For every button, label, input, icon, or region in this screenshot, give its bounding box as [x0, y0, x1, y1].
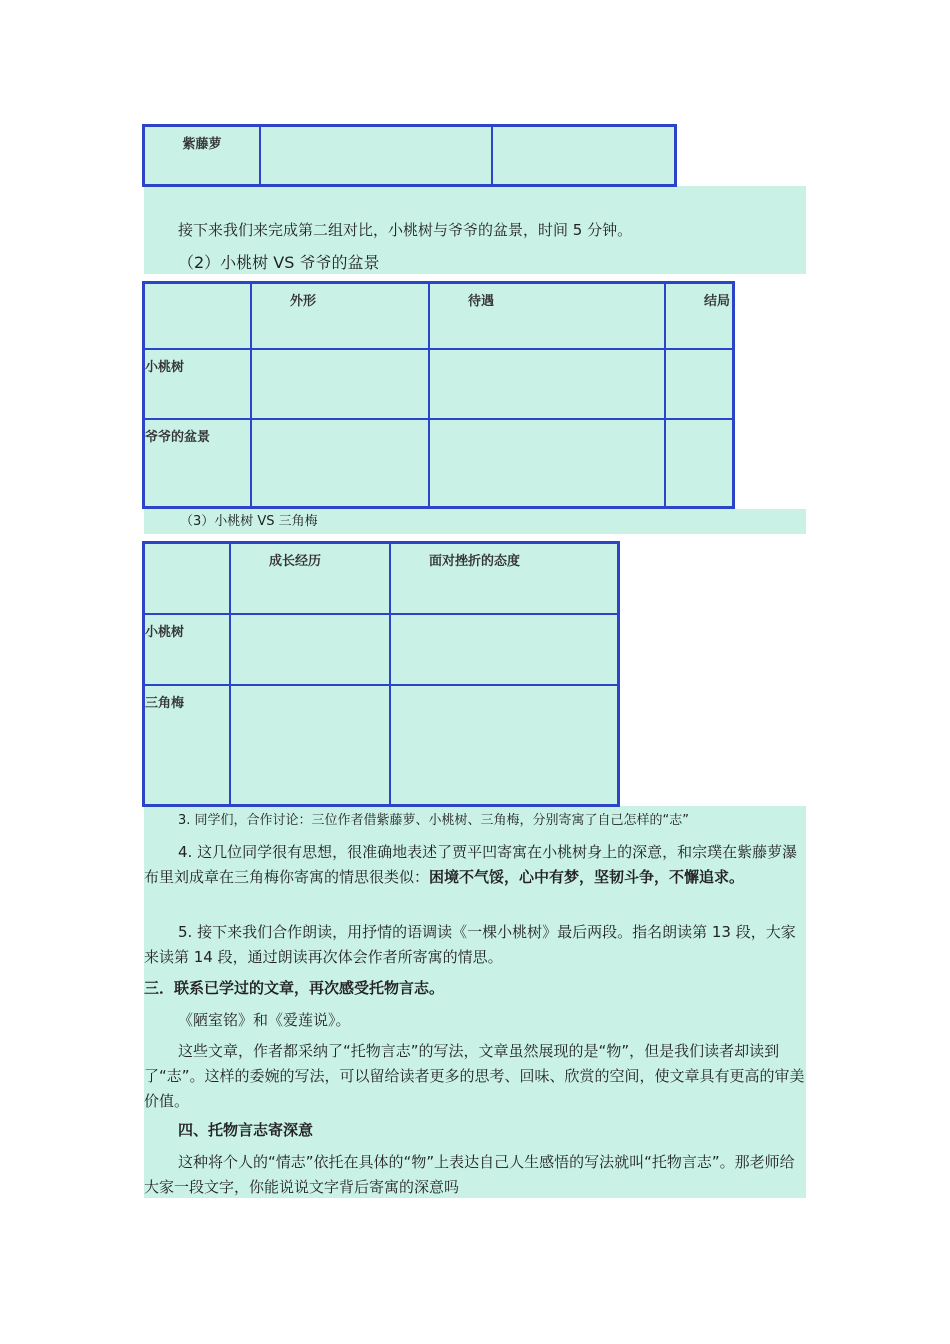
comparison-table-1	[142, 124, 677, 187]
table-cell	[429, 349, 665, 419]
comparison-table-2	[142, 281, 735, 509]
table-cell	[665, 349, 734, 419]
table-cell	[251, 349, 429, 419]
table-cell	[251, 419, 429, 508]
table-cell	[492, 126, 676, 186]
table-cell	[429, 419, 665, 508]
item-4-emphasis: 困境不气馁，心中有梦，坚韧斗争，不懈追求。	[429, 868, 745, 886]
table-cell	[260, 126, 492, 186]
column-header: 待遇	[429, 283, 665, 349]
column-header: 外形	[251, 283, 429, 349]
works-paragraph: 这些文章，作者都采纳了“托物言志”的写法，文章虽然展现的是“物”，但是我们读者却读到了“志”。这样的委婉的写法，可以留给读者更多的思考、回味、欣赏的空间，使文章具有更高的审美价值。	[144, 1042, 805, 1110]
table-cell	[665, 419, 734, 508]
section-title: （3）小桃树 VS 三角梅	[180, 514, 318, 529]
table-cell	[230, 685, 390, 806]
table-cell	[230, 614, 390, 685]
column-header: 成长经历	[230, 543, 390, 614]
row-label: 三角梅	[144, 685, 231, 806]
row-label: 爷爷的盆景	[144, 419, 252, 508]
row-label: 小桃树	[144, 614, 231, 685]
row-label: 小桃树	[144, 349, 252, 419]
row-label: 紫藤萝	[144, 126, 261, 186]
table-corner-cell	[144, 283, 252, 349]
table-corner-cell	[144, 543, 231, 614]
item-4-text: 4. 这几位同学很有思想，很准确地表述了贾平凹寄寓在小桃树身上的深意，和宗璞在紫藤萝瀑布里刘成章在三角梅你寄寓的情思很类似：	[144, 843, 798, 886]
works-line: 《陋室铭》和《爱莲说》。	[178, 1011, 351, 1029]
section-heading-4: 四、托物言志寄深意	[178, 1121, 314, 1139]
section-heading-3: 三．联系已学过的文章，再次感受托物言志。	[144, 979, 445, 997]
discussion-item-5: 5. 接下来我们合作朗读，用抒情的语调读《一棵小桃树》最后两段。指名朗读第 13 段，大家来读第 14 段，通过朗读再次体会作者所寄寓的情思。	[144, 923, 796, 966]
intro-paragraph: 接下来我们来完成第二组对比，小桃树与爷爷的盆景，时间 5 分钟。	[178, 221, 633, 239]
section-title: （2）小桃树 VS 爷爷的盆景	[178, 253, 380, 272]
column-header: 结局	[665, 283, 734, 349]
discussion-item-3: 3. 同学们，合作讨论：三位作者借紫藤萝、小桃树、三角梅，分别寄寓了自己怎样的“志”	[178, 813, 690, 828]
discussion-item-4	[144, 840, 806, 890]
column-header: 面对挫折的态度	[390, 543, 619, 614]
table-cell	[390, 614, 619, 685]
comparison-table-3	[142, 541, 620, 807]
table-cell	[390, 685, 619, 806]
final-paragraph: 这种将个人的“情志”依托在具体的“物”上表达自己人生感悟的写法就叫“托物言志”。那老师给大家一段文字，你能说说文字背后寄寓的深意吗	[144, 1153, 795, 1196]
